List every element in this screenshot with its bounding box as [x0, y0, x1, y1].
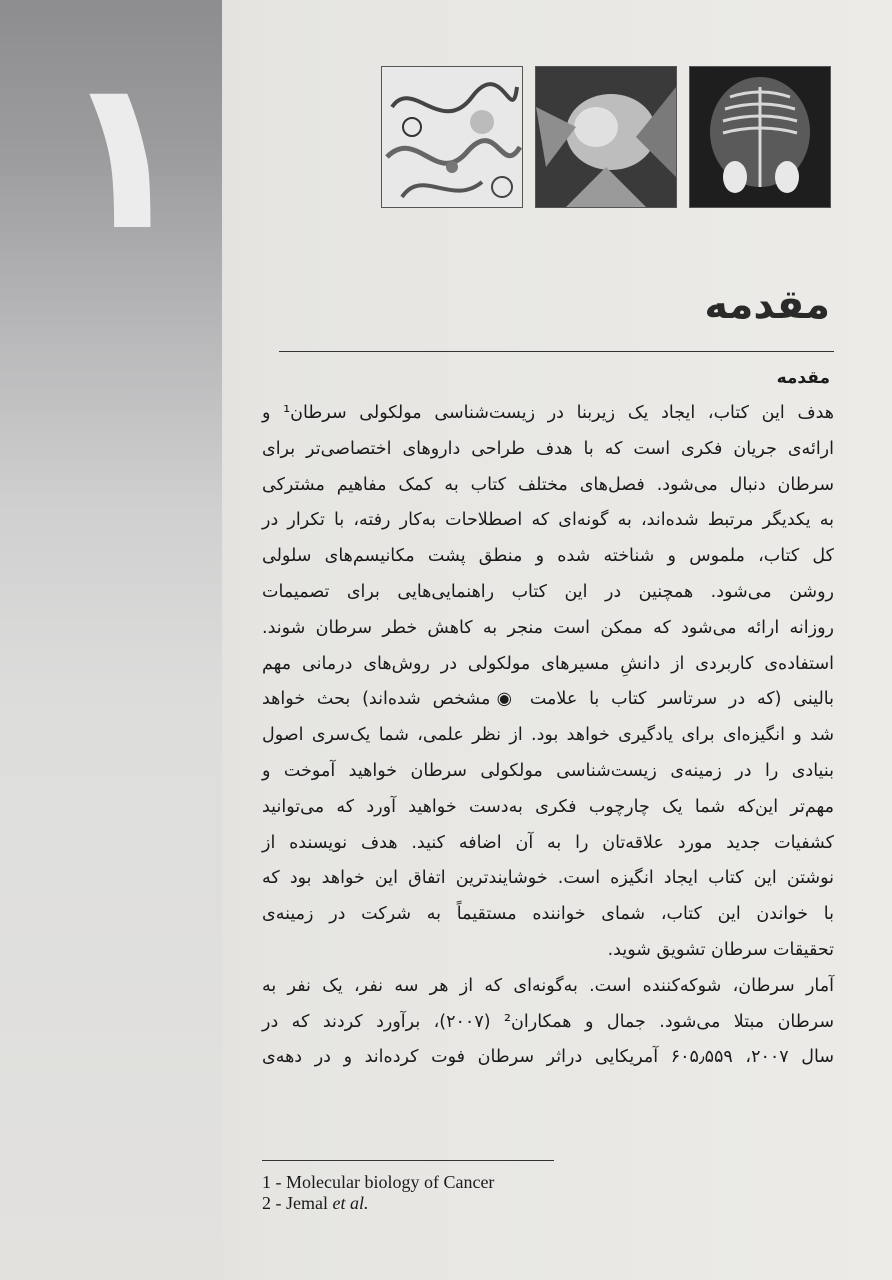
footnote-2 — [262, 1193, 494, 1214]
body-line: استفاده‌ی کاربردی از دانشِ مسیرهای مولکولی در روش‌های درمانی مهم — [262, 653, 834, 674]
body-text — [262, 396, 834, 1076]
body-line: نوشتن این کتاب ایجاد انگیزه است. خوشایندترین اتفاق این خواهد بود که — [262, 868, 834, 889]
body-line: با خواندن این کتاب، شمای خواننده مستقیماً به شرکت در زمینه‌ی — [262, 904, 834, 925]
cell-micrograph-image — [535, 66, 677, 208]
body-line: ارائه‌ی جریان فکری است که با هدف طراحی داروهای اختصاصی‌تر برای — [262, 438, 834, 459]
footnote-divider — [262, 1160, 554, 1161]
body-line: سال ۲۰۰۷، ۶۰۵٫۵۵۹ آمریکایی دراثر سرطان فوت کرده‌اند و در دهه‌ی — [262, 1047, 834, 1068]
body-line: بنیادی را در زمینه‌ی زیست‌شناسی مولکولی سرطان خواهید آموخت و — [262, 760, 834, 781]
body-line: سرطان دنبال می‌شود. فصل‌های مختلف کتاب به کمک مفاهیم مشترکی — [262, 474, 834, 495]
body-line: بالینی (که در سرتاسر کتاب با علامت ◉مشخص شده‌اند) بحث خواهد — [262, 689, 834, 710]
section-heading: مقدمه — [776, 368, 830, 388]
chapter-title: مقدمه — [704, 282, 830, 328]
body-line: هدف این کتاب، ایجاد یک زیربنا در زیست‌شناسی مولکولی سرطان¹ و — [262, 403, 834, 423]
footnote-2-italic: et al. — [332, 1193, 369, 1213]
body-line: کل کتاب، ملموس و شناخته شده و منطق پشت مکانیسم‌های سلولی — [262, 546, 834, 567]
body-line: روزانه ارائه می‌شود که ممکن است منجر به کاهش خطر سرطان شوند. — [262, 617, 834, 638]
body-line: شد و انگیزه‌ای برای یادگیری خواهد بود. از نظر علمی، شما یک‌سری اصول — [262, 725, 834, 746]
body-line: روشن می‌شود. همچنین در این کتاب راهنمایی‌هایی برای تصمیمات — [262, 581, 834, 602]
body-line: تحقیقات سرطان تشویق شوید. — [607, 939, 834, 960]
body-line: سرطان مبتلا می‌شود. جمال و همکاران² (۲۰۰۷)، برآورد کردند که در — [262, 1011, 835, 1032]
body-line: به یکدیگر مرتبط شده‌اند، به گونه‌ای که اصطلاحات به‌کار رفته، با تکرار در — [262, 510, 834, 531]
chapter-number: ۱ — [60, 32, 189, 277]
title-divider — [279, 351, 834, 352]
body-line: آمار سرطان، شوکه‌کننده است. به‌گونه‌ای که از هر سه نفر، یک نفر به — [262, 975, 834, 996]
body-scan-image — [689, 66, 831, 208]
molecular-structure-image — [381, 66, 523, 208]
footnote-2-text: 2 - Jemal — [262, 1193, 333, 1213]
body-line: مهم‌تر این‌که شما یک چارچوب فکری به‌دست خواهید آورد که می‌توانید — [262, 796, 834, 817]
footnotes — [262, 1172, 494, 1214]
footnote-1: 1 - Molecular biology of Cancer — [262, 1172, 495, 1192]
body-line: کشفیات جدید مورد علاقه‌تان را به آن اضافه کنید. هدف نویسنده از — [262, 832, 834, 853]
